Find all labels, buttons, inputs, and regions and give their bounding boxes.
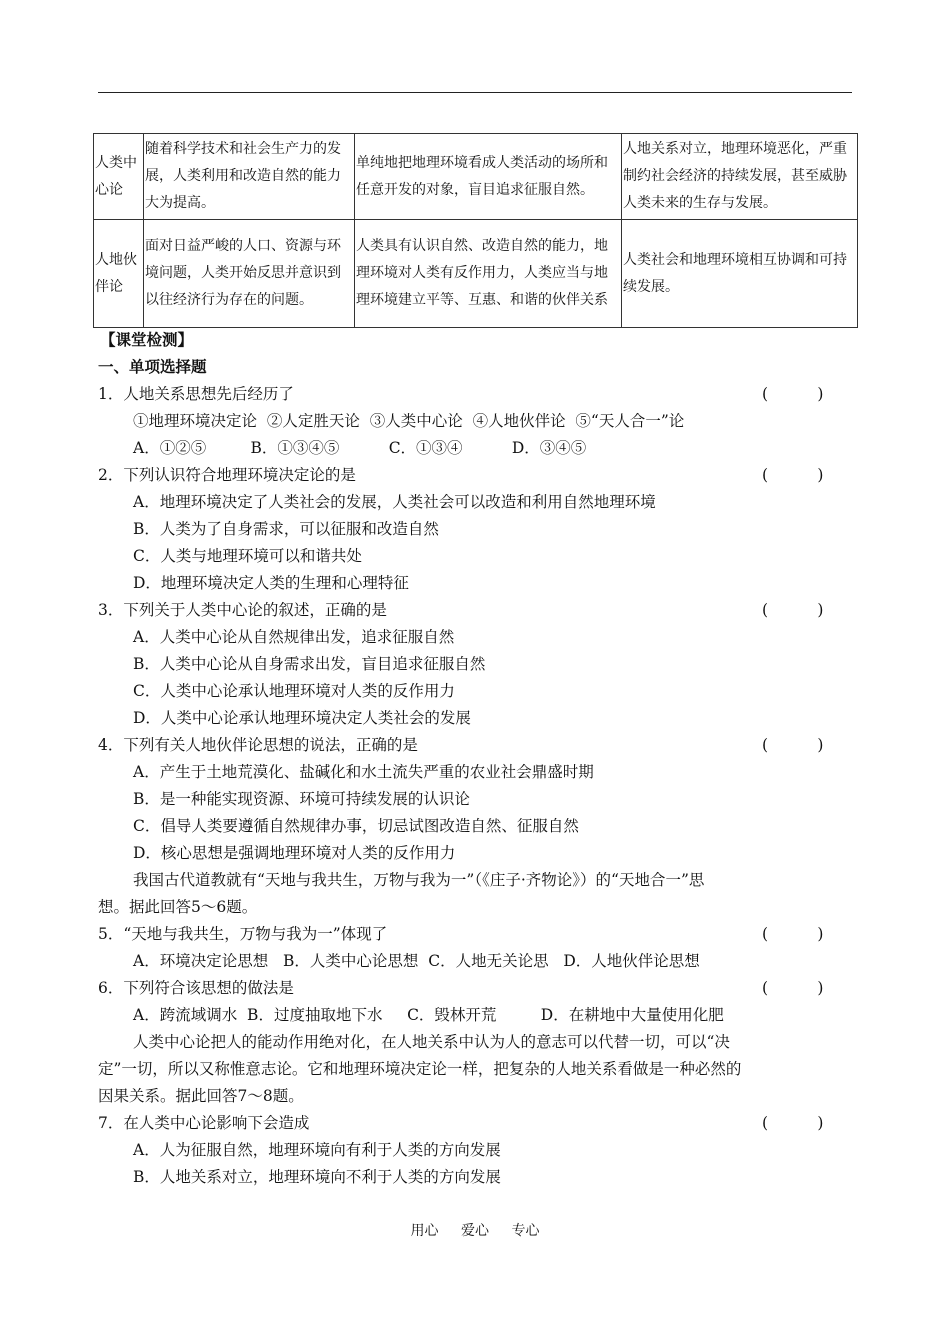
table-cell-background: 面对日益严峻的人口、资源与环境问题，人类开始反思并意识到以往经济行为存在的问题。 — [144, 220, 355, 328]
section-subheading: 一、单项选择题 — [98, 357, 207, 376]
table-row — [94, 220, 858, 328]
answer-blank[interactable]: ( ) — [762, 385, 824, 403]
answer-blank[interactable]: ( ) — [762, 601, 824, 619]
table-cell-result: 人地关系对立，地理环境恶化，严重制约社会经济的持续发展，甚至威胁人类未来的生存与发展。 — [622, 134, 858, 220]
q7-option-a: A．人为征服自然，地理环境向有利于人类的方向发展 — [133, 1141, 501, 1159]
q1-options: A．①②⑤ B．①③④⑤ C．①③④ D．③④⑤ — [133, 439, 587, 457]
q1-stem: 1．人地关系思想先后经历了 — [98, 385, 294, 403]
passage-text: 想。据此回答5～6题。 — [98, 898, 258, 916]
q2-option-b: B．人类为了自身需求，可以征服和改造自然 — [133, 520, 439, 538]
q4-stem: 4．下列有关人地伙伴论思想的说法，正确的是 — [98, 736, 418, 754]
q5-options: A．环境决定论思想 B．人类中心论思想 C．人地无关论思 D．人地伙伴论思想 — [133, 952, 700, 970]
section-heading: 【课堂检测】 — [100, 330, 194, 349]
q1-items: ①地理环境决定论 ②人定胜天论 ③人类中心论 ④人地伙伴论 ⑤“天人合一”论 — [133, 412, 685, 430]
table-row — [94, 134, 858, 220]
table-cell-name: 人地伙伴论 — [94, 220, 144, 328]
q3-option-c: C．人类中心论承认地理环境对人类的反作用力 — [133, 682, 455, 700]
table-cell-name: 人类中心论 — [94, 134, 144, 220]
answer-blank[interactable]: ( ) — [762, 979, 824, 997]
q3-stem: 3．下列关于人类中心论的叙述，正确的是 — [98, 601, 387, 619]
q3-option-a: A．人类中心论从自然规律出发，追求征服自然 — [133, 628, 455, 646]
answer-blank[interactable]: ( ) — [762, 925, 824, 943]
header-rule — [98, 92, 852, 93]
table-cell-background: 随着科学技术和社会生产力的发展，人类利用和改造自然的能力大为提高。 — [144, 134, 355, 220]
q7-stem: 7．在人类中心论影响下会造成 — [98, 1114, 310, 1132]
q2-option-c: C．人类与地理环境可以和谐共处 — [133, 547, 362, 565]
passage-text: 因果关系。据此回答7～8题。 — [98, 1087, 304, 1105]
table-cell-viewpoint: 单纯地把地理环境看成人类活动的场所和任意开发的对象，盲目追求征服自然。 — [355, 134, 622, 220]
q2-stem: 2．下列认识符合地理环境决定论的是 — [98, 466, 356, 484]
q2-option-a: A．地理环境决定了人类社会的发展，人类社会可以改造和利用自然地理环境 — [133, 493, 656, 511]
q6-options: A．跨流域调水 B．过度抽取地下水 C．毁林开荒 D．在耕地中大量使用化肥 — [133, 1006, 724, 1024]
table-cell-viewpoint: 人类具有认识自然、改造自然的能力，地理环境对人类有反作用力，人类应当与地理环境建立平等、互惠、和谐的伙伴关系 — [355, 220, 622, 328]
q6-stem: 6．下列符合该思想的做法是 — [98, 979, 294, 997]
page-footer: 用心 爱心 专心 — [410, 1223, 540, 1239]
q2-option-d: D．地理环境决定人类的生理和心理特征 — [133, 574, 409, 592]
answer-blank[interactable]: ( ) — [762, 1114, 824, 1132]
passage-text: 定”一切，所以又称惟意志论。它和地理环境决定论一样，把复杂的人地关系看做是一种必然的 — [98, 1060, 742, 1078]
table-cell-result: 人类社会和地理环境相互协调和可持续发展。 — [622, 220, 858, 328]
q5-stem: 5．“天地与我共生，万物与我为一”体现了 — [98, 925, 388, 943]
q7-option-b: B．人地关系对立，地理环境向不利于人类的方向发展 — [133, 1168, 501, 1186]
q4-option-b: B．是一种能实现资源、环境可持续发展的认识论 — [133, 790, 470, 808]
q3-option-d: D．人类中心论承认地理环境决定人类社会的发展 — [133, 709, 471, 727]
q4-option-a: A．产生于土地荒漠化、盐碱化和水土流失严重的农业社会鼎盛时期 — [133, 763, 594, 781]
q4-option-d: D．核心思想是强调地理环境对人类的反作用力 — [133, 844, 456, 862]
passage-text: 我国古代道教就有“天地与我共生，万物与我为一”（《庄子·齐物论》）的“天地合一”思 — [133, 871, 705, 889]
answer-blank[interactable]: ( ) — [762, 736, 824, 754]
passage-text: 人类中心论把人的能动作用绝对化，在人地关系中认为人的意志可以代替一切，可以“决 — [133, 1033, 730, 1051]
theory-table — [93, 133, 858, 328]
answer-blank[interactable]: ( ) — [762, 466, 824, 484]
q3-option-b: B．人类中心论从自身需求出发，盲目追求征服自然 — [133, 655, 486, 673]
q4-option-c: C．倡导人类要遵循自然规律办事，切忌试图改造自然、征服自然 — [133, 817, 579, 835]
